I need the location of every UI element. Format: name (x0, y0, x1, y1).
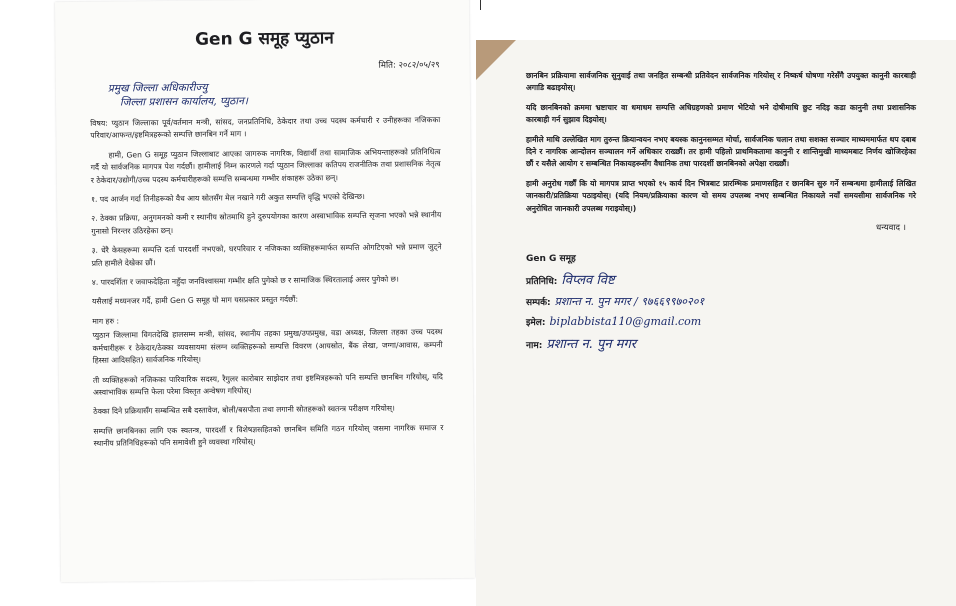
top-divider-line (480, 0, 481, 10)
folded-corner (476, 40, 516, 80)
name-row (526, 334, 916, 352)
demand-3: ठेक्का दिने प्रक्रियासँग सम्बन्धित सबै दस्तावेज, बोली/बसपौता तथा लगानी स्रोतहरूको स्वतन्त्र परीक्षण गरियोस्। (93, 403, 395, 417)
letter-page-1 (55, 0, 475, 582)
representative-label: प्रतिनिधि: (526, 277, 558, 288)
page2-paragraph-3: हामीले माथि उल्लेखित माग तुरुन्त क्रियान्वयन नभए बयस्क कानुनसम्मत मोर्चा, सार्वजनिक चलान तथा सशक्त सञ्चार माध्यममार्फत थप दबाब दिने र नागरिक आन्दोलन सञ्चालन गर्ने अधिकार राख्छौं। तर हामी पहिलो प्राथमिकतामा कानुनी र शान्तिमुखी माध्यमबाट निर्णय खोजिरहेका छौं र यसैले आयोग र सम्बन्धित निकायहरूसँग वैधानिक तथा पारदर्शी छानबिनको अपेक्षा राख्छौं। (526, 134, 916, 169)
letter-page-2 (476, 40, 956, 606)
contact-label: सम्पर्क: (526, 298, 551, 309)
representative-value: विप्लव विष्ट (561, 273, 615, 289)
demand-1: प्युठान जिल्लामा विगतदेखि हालसम्म मन्त्री, सांसद, स्थानीय तहका प्रमुख/उपप्रमुख, वडा अध्यक्ष, जिल्ला तहका उच्च पदस्थ कर्मचारीहरू र ठेकेदार/ठेक्का व्यवसायमा संलग्न व्यक्तिहरूको सम्पत्ति विवरण (आयस्रोत, बैंक लेखा, जग्गा/आवास, कम्पनी हिस्सा आदिसहित) सार्वजनिक गरियोस्। (92, 327, 443, 365)
signature-group: Gen G समूह (526, 254, 576, 265)
letter-date: मिति: २०८२/०५/२९ (378, 60, 440, 71)
page2-paragraph-4: हामी अनुरोध गर्छौं कि यो मागपत्र प्राप्त भएको १५ कार्य दिन भित्रबाट प्रारम्भिक प्रमाणसहित र छानबिन सुरु गर्ने सम्बन्धमा हामीलाई लिखित जानकारी/प्रतिक्रिया पठाइयोस्। (यदि नियम/प्रक्रियाका कारण यो समय उपलब्ध नभए सम्बन्धित निकायले नयाँ समयसीमा सार्वजनिक गरे अनुरोधित जानकारी उपलब्ध गराइयोस्।) (526, 178, 916, 213)
name-value: प्रशान्त न. पुन मगर (546, 337, 637, 353)
demands-heading: माग हरु : (92, 316, 120, 326)
representative-row (526, 270, 916, 288)
point-2: २. ठेक्का प्रक्रिया, अनुगमनको कमी र स्थानीय स्रोतमाथि हुने दुरुपयोगका कारण अस्वाभाविक सम्पत्ति सृजना भएको भन्ने स्थानीय गुनासो निरन्तर उठिरहेका छन्। (91, 210, 442, 236)
page2-paragraph-1: छानबिन प्रक्रियामा सार्वजनिक सुनुवाई तथा जनहित सम्बन्धी प्रतिवेदन सार्वजनिक गरियोस् र निष्कर्ष घोषणा गरेसँगै उपयुक्त कानुनी कारबाही अगाडि बढाइयोस्। (526, 71, 917, 93)
recipient-address (108, 78, 440, 109)
name-label: नाम: (526, 341, 543, 352)
demand-4: सम्पत्ति छानबिनका लागि एक स्वतन्त्र, पारदर्शी र विशेषज्ञसहितको छानबिन समिति गठन गरियोस् जसमा नागरिक समाज र स्थानीय प्रतिनिधिहरूको पनि समावेशी हुने व्यवस्था गरियोस्। (93, 422, 444, 448)
demand-2: ती व्यक्तिहरूको नजिकका पारिवारिक सदस्य, रैगुलर कारोबार साझेदार तथा इष्टमित्रहरूको पनि सम्पत्ति छानबिन गरियोस्, यदि अस्वाभाविक सम्पत्ति फेला परेमा विस्तृत अन्वेषण गरियोस्। (92, 371, 443, 397)
thanks-line: धन्यवाद । (875, 223, 906, 234)
point-3: ३. धेरै केसहरूमा सम्पत्ति दर्ता पारदर्शी नभएको, घरपरिवार र नजिकका व्यक्तिहरूमार्फत सम्पत्ति ओगटिएको भन्ने प्रमाण जुट्ने प्रति हामीले देखेका छौं। (91, 242, 442, 268)
contact-row (526, 294, 916, 309)
email-row (526, 315, 916, 328)
email-label: इमेल: (526, 318, 546, 329)
point-1: १. पद आर्जन गर्दा तिनीहरूको वैध आय स्रोतसँग मेल नखाने गरी अकुत सम्पत्ति वृद्धि भएको देखिन्छ। (90, 191, 365, 204)
letter-title: Gen G समूह प्युठान (194, 28, 334, 50)
recipient-line-1: प्रमुख जिल्ला अधिकारीज्यु (107, 81, 208, 95)
email-value: biplabbista110@gmail.com (549, 315, 702, 329)
intro-paragraph: हामी, Gen G समूह प्युठान जिल्लाबाट आएका जागरुक नागरिक, विद्यार्थी तथा सामाजिक अभियन्ताहरूको प्रतिनिधित्व गर्दै यो सार्वजनिक मागपत्र पेश गर्दछौं। हामीलाई निम्न कारणले गर्दा प्युठान जिल्लाका कतिपय राजनीतिक तथा प्रशासनिक नेतृत्व र ठेकेदार/उद्योगी/उच्च पदस्थ कर्मचारीहरूको सम्पत्ति सम्बन्धमा गम्भीर शंकाहरू उठेका छन्। (90, 146, 441, 185)
point-4: ४. पारदर्शिता र जवाफदेहिता नहुँदा जनविश्वासमा गम्भीर क्षति पुगेको छ र सामाजिक स्थिरतालाई असर पुगेको छ। (91, 274, 399, 287)
letter-subject: विषय: प्युठान जिल्लाका पूर्व/वर्तमान मन्त्री, सांसद, जनप्रतिनिधि, ठेकेदार तथा उच्च पदस्थ कर्मचारी र उनीहरूका नजिकका परिवार/आफन्त/इष्टमित्रहरूको सम्पत्ति छानबिन गर्ने माग । (90, 115, 441, 141)
contact-value: प्रशान्त न. पुन मगर / ९७६६९९७०२०१ (554, 295, 705, 309)
demand-intro: यसैलाई मध्यनजर गर्दै, हामी Gen G समूह यो माग यसप्रकार प्रस्तुत गर्दछौं: (92, 295, 299, 307)
page2-paragraph-2: यदि छानबिनको क्रममा भ्रष्टाचार वा धमाधम सम्पत्ति अधिग्रहणको प्रमाण भेटियो भने दोषीमाथि छुट नदिइ कडा कानुनी तथा प्रशासनिक कारबाही गर्न सुझाव दिइयोस्। (526, 102, 916, 125)
recipient-line-2: जिल्ला प्रशासन कार्यालय, प्युठान। (119, 95, 248, 109)
